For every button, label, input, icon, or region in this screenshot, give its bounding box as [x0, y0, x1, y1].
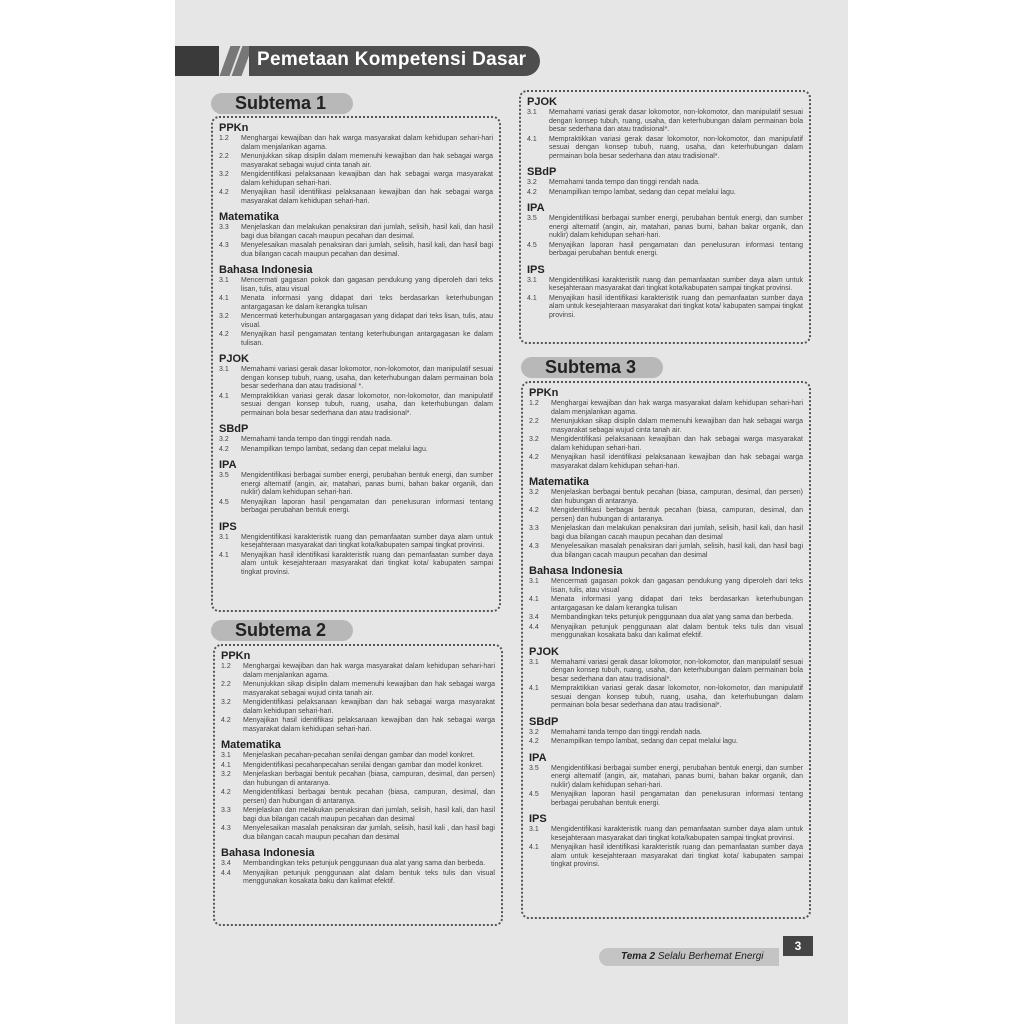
kd-number: 4.2 — [221, 717, 231, 724]
kd-item — [219, 153, 493, 170]
kd-item — [221, 807, 495, 824]
kd-number: 4.1 — [527, 135, 537, 143]
kd-text: Mempraktikkan variasi gerak dasar lokomotor, non-lokomotor, dan manipulatif sesuai dengan konsep tubuh, ruang, usaha, dan keterhubungan dalam permainan bola besar sederhana dan atau tradisional*. — [551, 685, 803, 709]
kd-item — [219, 366, 493, 392]
kd-number: 1.2 — [219, 135, 229, 142]
kd-number: 3.2 — [219, 313, 229, 320]
kd-number: 4.5 — [529, 791, 539, 798]
kd-text: Membandingkan teks petunjuk penggunaan dua alat yang sama dan berbeda. — [243, 860, 486, 867]
kd-item — [527, 136, 803, 162]
kd-text: Menampilkan tempo lambat, sedang dan cepat melalui lagu. — [241, 445, 428, 453]
document-page — [175, 0, 848, 1024]
kd-number: 1.2 — [529, 400, 539, 407]
kd-text: Menghargai kewajiban dan hak warga masyarakat dalam kehidupan sehari-hari dalam menjalankan agama. — [243, 663, 495, 679]
kd-text: Menjelaskan dan melakukan penaksiran dari jumlah, selisih, hasil kali, dan hasil bagi dua bilangan cacah maupun pecahan dan desimal — [243, 807, 495, 823]
kd-item — [529, 507, 803, 524]
kd-item — [527, 109, 803, 135]
subject-heading: Bahasa Indonesia — [219, 264, 313, 276]
kd-text: Menyajikan hasil pengamatan tentang keterhubungan antargagasan ke dalam tulisan. — [241, 331, 493, 347]
kd-item — [221, 870, 495, 887]
subject-heading: PPKn — [219, 122, 249, 134]
kd-item — [221, 699, 495, 716]
kd-text: Menyajikan hasil identifikasi pelaksanaan kewajiban dan hak sebagai warga masyarakat dalam kehidupan sehari-hari. — [551, 454, 803, 470]
kd-item — [221, 771, 495, 788]
kd-text: Mengidentifikasi berbagai sumber energi, perubahan bentuk energi, dan sumber energi alternatif (angin, air, matahari, panas bumi, bahan bakar organik, dan nuklir) dalam kehidupan sehari-hari. — [549, 215, 803, 239]
kd-text: Menunjukkan sikap disiplin dalam memenuhi kewajiban dan hak sebagai warga masyarakat sebagai wujud cinta tanah air. — [241, 153, 493, 169]
subject-heading: IPA — [219, 459, 237, 471]
kd-item — [221, 717, 495, 734]
kd-item — [221, 663, 495, 680]
kd-item — [529, 614, 803, 623]
subject-heading: SBdP — [527, 166, 557, 178]
kd-item — [219, 135, 493, 152]
kd-item — [529, 578, 803, 595]
kd-text: Menyelesaikan masalah penaksiran dari jumlah, selisih, hasil kali, dan hasil bagi dua bilangan cacah maupun pecahan dan desimal — [551, 543, 803, 559]
kd-number: 2.2 — [221, 681, 231, 688]
kd-number: 4.2 — [219, 445, 229, 453]
kd-text: Menyelesaikan masalah penaksiran dari jumlah, selisih, hasil kali, dan hasil bagi dua bilangan cacah maupun pecahan dan desimal. — [241, 242, 493, 258]
kd-text: Mengidentifikasi pelaksanaan kewajiban dan hak sebagai warga masyarakat dalam kehidupan sehari-hari. — [551, 436, 803, 452]
kd-number: 4.2 — [219, 331, 229, 338]
subject-heading: Matematika — [221, 739, 281, 751]
kd-text: Mengidentifikasi pelaksanaan kewajiban dan hak sebagai warga masyarakat dalam kehidupan sehari-hari. — [241, 171, 493, 187]
kd-number: 3.1 — [529, 578, 539, 585]
kd-text: Menjelaskan berbagai bentuk pecahan (biasa, campuran, desimal, dan persen) dan hubungan di antaranya. — [243, 771, 495, 787]
kd-number: 4.1 — [219, 551, 229, 559]
subject-heading: PJOK — [219, 353, 249, 365]
kd-text: Mengidentifikasi pelaksanaan kewajiban dan hak sebagai warga masyarakat dalam kehidupan sehari-hari. — [243, 699, 495, 715]
kd-text: Mengidentifikasi karakteristik ruang dan pemanfaatan sumber daya alam untuk kesejahteraan masyarakat dari tingkat kota/kabupaten sampai tingkat provinsi. — [241, 533, 493, 549]
kd-text: Menyajikan hasil identifikasi pelaksanaan kewajiban dan hak sebagai warga masyarakat dalam kehidupan sehari-hari. — [243, 717, 495, 733]
footer-theme-title: Selalu Berhemat Energi — [657, 951, 764, 962]
kd-item — [219, 393, 493, 419]
kd-item — [221, 860, 495, 869]
kd-number: 4.2 — [529, 738, 539, 745]
kd-text: Menjelaskan dan melakukan penaksiran dari jumlah, selisih, hasil kali, dan hasil bagi dua bilangan cacah maupun pecahan dan desimal — [551, 525, 803, 541]
kd-item — [219, 242, 493, 259]
subject-heading: IPS — [527, 263, 545, 276]
kd-item — [527, 179, 803, 188]
kd-item — [529, 844, 803, 870]
kd-number: 3.4 — [529, 614, 539, 621]
kd-text: Menghargai kewajiban dan hak warga masyarakat dalam kehidupan sehari-hari dalam menjalankan agama. — [551, 400, 803, 416]
kd-text: Memahami tanda tempo dan tinggi rendah nada. — [549, 179, 700, 186]
kd-item — [219, 189, 493, 206]
kd-text: Mengidentifikasi karakteristik ruang dan pemanfaatan sumber daya alam untuk kesejahteraan masyarakat dari tingkat kota/kabupaten sampai tingkat provinsi. — [551, 826, 803, 842]
kd-number: 4.1 — [529, 685, 539, 692]
kd-item — [529, 596, 803, 613]
kd-item — [221, 825, 495, 842]
kd-number: 2.2 — [529, 418, 539, 425]
kd-item — [527, 189, 803, 198]
kd-item — [527, 295, 803, 321]
kd-number: 3.3 — [221, 807, 231, 814]
kd-text: Memahami variasi gerak dasar lokomotor, non-lokomotor, dan manipulatif sesuai dengan konsep tubuh, ruang, usaha, dan keterhubungan dalam permainan bola besar sederhana dan atau tradisional*. — [551, 658, 803, 683]
kd-item — [529, 765, 803, 791]
subject-heading: Bahasa Indonesia — [529, 565, 623, 577]
kd-number: 3.2 — [527, 179, 537, 186]
subtema-3-box — [521, 381, 811, 919]
subtema-3-heading: Subtema 3 — [521, 357, 663, 378]
kd-text: Menunjukkan sikap disiplin dalam memenuhi kewajiban dan hak sebagai warga masyarakat sebagai wujud cinta tanah air. — [243, 681, 495, 697]
kd-number: 4.3 — [529, 543, 539, 550]
kd-number: 4.2 — [529, 507, 539, 514]
kd-item — [219, 171, 493, 188]
kd-item — [219, 552, 493, 578]
kd-text: Menyelesaikan masalah penaksiran dar jumlah, selisih, hasil kali , dan hasil bagi dua bilangan cacah maupun pecahan dan desimal — [243, 825, 495, 841]
kd-number: 3.2 — [221, 771, 231, 778]
kd-text: Memahami variasi gerak dasar lokomotor, non-lokomotor, dan manipulatif sesuai dengan konsep tubuh, ruang, usaha, dan keterhubungan dalam permainan bola besar sederhana dan atau tradisional*. — [549, 109, 803, 133]
subject-heading: Matematika — [529, 476, 589, 488]
kd-item — [529, 826, 803, 843]
kd-number: 4.1 — [529, 844, 539, 851]
kd-item — [529, 489, 803, 506]
kd-number: 3.2 — [219, 171, 229, 178]
kd-number: 3.5 — [219, 472, 229, 479]
kd-item — [221, 762, 495, 771]
kd-item — [529, 454, 803, 471]
kd-text: Mencermati keterhubungan antargagasan yang didapat dari teks lisan, tulis, atau visual. — [241, 313, 493, 329]
kd-text: Menata informasi yang didapat dari teks berdasarkan keterhubungan antargagasan ke dalam kerangka tulisan — [551, 596, 803, 612]
subject-heading: SBdP — [529, 715, 559, 728]
kd-text: Mengidentifikasi berbagai sumber energi, perubahan bentuk energi, dan sumber energi alternatif (angin, air, matahari, panas bumi, bahan bakar organik, dan nuklir) dalam kehidupan sehari-hari. — [551, 764, 803, 789]
subtema-2-heading: Subtema 2 — [211, 620, 353, 641]
kd-number: 3.2 — [219, 436, 229, 443]
kd-text: Menyajikan petunjuk penggunaan alat dalam bentuk teks tulis dan visual menggunakan kosakata baku dan kalimat efektif. — [551, 623, 803, 639]
kd-item — [527, 242, 803, 259]
kd-item — [219, 436, 493, 445]
kd-text: Mengidentifikasi pecahanpecahan senilai dengan gambar dan model konkret. — [243, 761, 484, 769]
kd-item — [221, 752, 495, 761]
kd-item — [527, 277, 803, 294]
kd-item — [529, 436, 803, 453]
footer-bar — [599, 948, 779, 966]
kd-text: Menampilkan tempo lambat, sedang dan cepat melalui lagu. — [549, 188, 736, 196]
kd-text: Menyajikan laporan hasil pengamatan dan penelusuran informasi tentang berbagai perubahan bentuk energi. — [549, 241, 803, 257]
kd-item — [529, 418, 803, 435]
kd-number: 4.4 — [221, 869, 231, 877]
kd-item — [219, 295, 493, 312]
kd-text: Memahami variasi gerak dasar lokomotor, non-lokomotor, dan manipulatif sesuai dengan konsep tubuh, ruang, usaha, dan keterhubungan dalam permainan bola besar sederhana dan atau tradisional *. — [241, 366, 493, 390]
kd-number: 3.1 — [219, 533, 229, 541]
kd-item — [529, 525, 803, 542]
kd-number: 3.1 — [219, 366, 229, 373]
kd-text: Menyajikan laporan hasil pengamatan dan penelusuran informasi tentang berbagai perubahan bentuk energi. — [551, 791, 803, 807]
kd-number: 4.1 — [527, 294, 537, 302]
subject-heading: PPKn — [221, 650, 251, 662]
kd-item — [527, 215, 803, 241]
subject-heading: Bahasa Indonesia — [221, 847, 315, 859]
kd-number: 3.2 — [529, 489, 539, 496]
subject-heading: SBdP — [219, 423, 249, 435]
page-number: 3 — [783, 936, 813, 956]
footer-text — [621, 951, 764, 962]
subject-heading: IPA — [529, 751, 547, 764]
subject-heading: IPS — [219, 520, 237, 533]
kd-number: 4.2 — [221, 789, 231, 796]
kd-text: Mengidentifikasi karakteristik ruang dan pemanfaatan sumber daya alam untuk kesejahteraan masyarakat dari tingkat kota/kabupaten sampai tingkat provinsi. — [549, 276, 803, 292]
kd-text: Menghargai kewajiban dan hak warga masyarakat dalam kehidupan sehari-hari dalam menjalankan agama. — [241, 135, 493, 151]
kd-number: 3.1 — [527, 276, 537, 284]
kd-text: Menunjukkan sikap disiplin dalam memenuhi kewajiban dan hak sebagai warga masyarakat sebagai wujud cinta tanah air. — [551, 418, 803, 434]
kd-item — [219, 277, 493, 294]
kd-text: Memahami tanda tempo dan tinggi rendah nada. — [551, 728, 702, 736]
kd-number: 4.1 — [221, 761, 231, 769]
kd-number: 3.2 — [221, 699, 231, 706]
kd-item — [529, 729, 803, 738]
kd-number: 4.1 — [219, 295, 229, 302]
kd-number: 3.4 — [221, 860, 231, 867]
kd-text: Mencermati gagasan pokok dan gagasan pendukung yang diperoleh dari teks lisan, tulis, atau visual — [551, 578, 803, 594]
kd-number: 3.1 — [527, 109, 537, 116]
kd-item — [219, 313, 493, 330]
kd-text: Mempraktikkan variasi gerak dasar lokomotor, non-lokomotor, dan manipulatif sesuai dengan konsep tubuh, ruang, usaha, dan keterhubungan dalam permainan bola besar sederhana dan atau tradisional*. — [241, 392, 493, 417]
kd-number: 3.1 — [529, 658, 539, 666]
kd-item — [219, 331, 493, 348]
kd-number: 4.3 — [221, 825, 231, 832]
subtema-1-heading: Subtema 1 — [211, 93, 353, 114]
kd-text: Mengidentifikasi berbagai bentuk pecahan (biasa, campuran, desimal, dan persen) dan hubungan di antaranya. — [243, 789, 495, 805]
kd-text: Menyajikan hasil identifikasi karakteristik ruang dan pemanfaatan sumber daya alam untuk kesejahteraan masyarakat dari tingkat kota/ kabupaten sampai tingkat provinsi. — [551, 844, 803, 868]
kd-text: Mengidentifikasi berbagai sumber energi, perubahan bentuk energi, dan sumber energi alternatif (angin, air, matahari, panas bumi, bahan bakar organik, dan nuklir) dalam kehidupan sehari-hari. — [241, 472, 493, 496]
kd-item — [529, 543, 803, 560]
kd-text: Menjelaskan berbagai bentuk pecahan (biasa, campuran, desimal, dan persen) dan hubungan di antaranya. — [551, 489, 803, 505]
kd-item — [219, 224, 493, 241]
kd-item — [219, 499, 493, 516]
subject-heading: IPS — [529, 813, 547, 825]
kd-text: Menampilkan tempo lambat, sedang dan cepat melalui lagu. — [551, 738, 738, 745]
kd-number: 4.2 — [219, 189, 229, 196]
kd-text: Menyajikan petunjuk penggunaan alat dalam bentuk teks tulis dan visual menggunakan kosakata baku dan kalimat efektif. — [243, 869, 495, 885]
kd-number: 4.2 — [527, 188, 537, 196]
kd-item — [219, 534, 493, 551]
kd-item — [529, 738, 803, 747]
kd-number: 4.4 — [529, 623, 539, 631]
kd-text: Menyajikan hasil identifikasi karakteristik ruang dan pemanfaatan sumber daya alam untuk kesejahteraan masyarakat dari tingkat kota/ kabupaten sampai tingkat provinsi. — [549, 294, 803, 319]
kd-number: 3.1 — [219, 277, 229, 284]
kd-number: 4.1 — [529, 596, 539, 603]
kd-item — [529, 400, 803, 417]
kd-number: 4.1 — [219, 392, 229, 400]
kd-text: Menjelaskan dan melakukan penaksiran dari jumlah, selisih, hasil kali, dan hasil bagi dua bilangan cacah maupun pecahan dan desimal. — [241, 224, 493, 240]
kd-item — [219, 446, 493, 455]
banner-dark-block — [175, 46, 219, 76]
kd-text: Menata informasi yang didapat dari teks berdasarkan keterhubungan antargagasan ke dalam kerangka tulisan — [241, 295, 493, 311]
kd-text: Menyajikan laporan hasil pengamatan dan penelusuran informasi tentang berbagai perubahan bentuk energi. — [241, 498, 493, 514]
subtema-2-box — [213, 644, 503, 926]
kd-item — [529, 659, 803, 685]
kd-number: 3.1 — [529, 826, 539, 833]
kd-item — [529, 624, 803, 641]
kd-text: Menyajikan hasil identifikasi pelaksanaan kewajiban dan hak sebagai warga masyarakat dalam kehidupan sehari-hari. — [241, 189, 493, 205]
kd-number: 3.2 — [529, 728, 539, 736]
kd-text: Mengidentifikasi berbagai bentuk pecahan (biasa, campuran, desimal, dan persen) dan hubungan di antaranya. — [551, 507, 803, 523]
kd-text: Menyajikan hasil identifikasi karakteristik ruang dan pemanfaatan sumber daya alam untuk kesejahteraan masyarakat dari tingkat kota/ kabupaten sampai tingkat provinsi. — [241, 551, 493, 576]
kd-number: 4.5 — [527, 241, 537, 249]
kd-item — [219, 472, 493, 498]
subject-heading: PPKn — [529, 387, 559, 399]
kd-number: 3.3 — [529, 525, 539, 532]
kd-text: Memahami tanda tempo dan tinggi rendah nada. — [241, 436, 392, 443]
kd-text: Mencermati gagasan pokok dan gagasan pendukung yang diperoleh dari teks lisan, tulis, atau visual — [241, 277, 493, 293]
kd-text: Mempraktikkan variasi gerak dasar lokomotor, non-lokomotor, dan manipulatif sesuai dengan konsep tubuh, ruang, usaha, dan keterhubungan dalam permainan bola besar sederhana dan atau tradisional*. — [549, 135, 803, 160]
kd-number: 3.3 — [219, 224, 229, 231]
kd-item — [221, 681, 495, 698]
subtema-2-continued-box — [519, 90, 811, 344]
kd-number: 4.5 — [219, 498, 229, 506]
kd-number: 3.1 — [221, 752, 231, 759]
kd-number: 2.2 — [219, 153, 229, 160]
kd-number: 1.2 — [221, 663, 231, 670]
subject-heading: PJOK — [529, 645, 559, 658]
kd-number: 3.2 — [529, 436, 539, 443]
kd-number: 4.3 — [219, 242, 229, 249]
kd-number: 3.5 — [529, 764, 539, 772]
title-banner — [175, 46, 540, 76]
subject-heading: PJOK — [527, 96, 557, 108]
kd-number: 3.5 — [527, 215, 537, 222]
footer-tema: Tema 2 — [621, 951, 656, 962]
kd-item — [221, 789, 495, 806]
subject-heading: IPA — [527, 202, 545, 214]
kd-item — [529, 791, 803, 808]
kd-item — [529, 685, 803, 711]
subject-heading: Matematika — [219, 211, 279, 223]
kd-number: 4.2 — [529, 454, 539, 461]
kd-text: Menjelaskan pecahan-pecahan senilai dengan gambar dan model konkret. — [243, 752, 475, 759]
kd-text: Membandingkan teks petunjuk penggunaan dua alat yang sama dan berbeda. — [551, 614, 794, 621]
page-title: Pemetaan Kompetensi Dasar — [257, 49, 527, 70]
subtema-1-box — [211, 116, 501, 612]
